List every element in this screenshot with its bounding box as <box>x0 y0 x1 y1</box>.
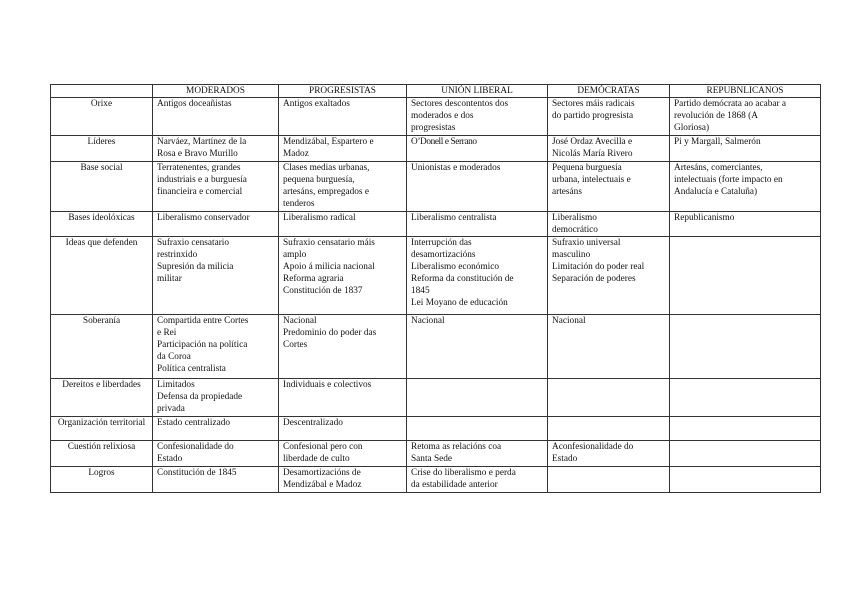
table-cell <box>670 379 821 417</box>
cell-line: Narváez, Martínez de la <box>157 137 247 147</box>
table-cell <box>279 136 407 162</box>
table-cell <box>407 98 548 136</box>
cell-line: Cortes <box>283 340 308 350</box>
cell-line: Antigos exaltados <box>283 99 350 109</box>
cell-line: Antigos doceañistas <box>157 99 232 109</box>
cell-line: amplo <box>283 250 307 260</box>
table-row <box>51 98 821 136</box>
table-body <box>51 98 821 493</box>
cell-line: militar <box>157 274 182 284</box>
cell-line: Terratenentes, grandes <box>157 163 241 173</box>
cell-line: tenderos <box>283 199 315 209</box>
cell-line: Pi y Margall, Salmerón <box>674 137 761 147</box>
cell-line: industriais e a burguesía <box>157 175 247 185</box>
cell-line: Aconfesionalidade do <box>552 442 634 452</box>
table-cell <box>670 136 821 162</box>
table-cell <box>548 237 670 315</box>
row-label: Dereitos e liberdades <box>51 379 153 417</box>
cell-line: moderados e dos <box>411 111 474 121</box>
table-cell <box>407 417 548 441</box>
header-cell-republicanos: REPUBNLICANOS <box>670 85 821 98</box>
cell-line: Política centralista <box>157 364 226 374</box>
table-cell <box>279 315 407 379</box>
cell-line: Compartida entre Cortes <box>157 316 249 326</box>
table-cell <box>407 467 548 493</box>
table-cell <box>407 379 548 417</box>
table-row <box>51 467 821 493</box>
cell-line: Sectores descontentos dos <box>411 99 509 109</box>
political-parties-table <box>50 84 821 493</box>
table-row <box>51 212 821 237</box>
table-row <box>51 237 821 315</box>
cell-line: Sufraxio universal <box>552 238 621 248</box>
cell-line: Liberalismo <box>552 213 597 223</box>
cell-line: Descentralizado <box>283 418 343 428</box>
table-cell <box>548 98 670 136</box>
cell-line: Unionistas e moderados <box>411 163 501 173</box>
header-row <box>51 85 821 98</box>
cell-line: da Coroa <box>157 352 191 362</box>
cell-line: Predominio do poder das <box>283 328 377 338</box>
cell-line: Estado <box>157 454 183 464</box>
cell-line: Liberalismo económico <box>411 262 500 272</box>
cell-line: Gloriosa) <box>674 123 710 133</box>
cell-line: Constitución de 1837 <box>283 286 363 296</box>
cell-line: Interrupción das <box>411 238 472 248</box>
table-cell <box>153 315 279 379</box>
table-row <box>51 136 821 162</box>
row-label: Organización territorial <box>51 417 153 441</box>
table-cell <box>670 212 821 237</box>
table-cell <box>548 315 670 379</box>
cell-line: Sufraxio censatario <box>157 238 230 248</box>
cell-line: Supresión da milicia <box>157 262 234 272</box>
table-cell <box>670 237 821 315</box>
table-cell <box>153 98 279 136</box>
cell-line: liberdade de culto <box>283 454 350 464</box>
table-cell <box>279 441 407 467</box>
cell-line: Reforma agraria <box>283 274 344 284</box>
cell-line: Confesionalidade do <box>157 442 234 452</box>
table-cell <box>548 441 670 467</box>
table-cell <box>153 467 279 493</box>
header-cell-union-liberal: UNIÓN LIBERAL <box>407 85 548 98</box>
table-cell <box>670 162 821 212</box>
cell-line: Limitados <box>157 380 195 390</box>
cell-line: restrinxido <box>157 250 198 260</box>
table-cell <box>670 98 821 136</box>
cell-line: Madoz <box>283 149 309 159</box>
cell-line: urbana, intelectuais e <box>552 175 631 185</box>
row-label: Base social <box>51 162 153 212</box>
cell-line: privada <box>157 404 185 414</box>
table-cell <box>153 237 279 315</box>
table-cell <box>153 136 279 162</box>
cell-line: Nacional <box>411 316 445 326</box>
cell-line: 1845 <box>411 286 430 296</box>
table-cell <box>279 212 407 237</box>
table-cell <box>407 237 548 315</box>
cell-line: Nacional <box>552 316 586 326</box>
table-row <box>51 162 821 212</box>
cell-line: Nicolás María Rivero <box>552 149 633 159</box>
cell-line: progresistas <box>411 123 456 133</box>
table-cell <box>279 417 407 441</box>
cell-line: Confesional pero con <box>283 442 363 452</box>
table-cell <box>670 467 821 493</box>
table-cell <box>279 162 407 212</box>
cell-line: O’Donell e Serrano <box>411 137 477 147</box>
cell-line: Participación na política <box>157 340 248 350</box>
table-cell <box>548 136 670 162</box>
row-label: Logros <box>51 467 153 493</box>
table-cell <box>670 315 821 379</box>
cell-line: Limitación do poder real <box>552 262 645 272</box>
cell-line: masculino <box>552 250 591 260</box>
header-cell-democratas: DEMÓCRATAS <box>548 85 670 98</box>
table-cell <box>279 379 407 417</box>
cell-line: Separación de poderes <box>552 274 636 284</box>
table-cell <box>548 212 670 237</box>
table-cell <box>670 417 821 441</box>
cell-line: artesáns <box>552 187 582 197</box>
table-cell <box>153 162 279 212</box>
cell-line: Constitución de 1845 <box>157 468 237 478</box>
table-cell <box>279 467 407 493</box>
header-cell-moderados: MODERADOS <box>153 85 279 98</box>
row-label: Bases ideolóxicas <box>51 212 153 237</box>
cell-line: pequena burguesía, <box>283 175 355 185</box>
cell-line: José Ordaz Avecilla e <box>552 137 633 147</box>
cell-line: Liberalismo radical <box>283 213 356 223</box>
cell-line: revolución de 1868 (A <box>674 111 758 121</box>
cell-line: Sectores máis radicais <box>552 99 635 109</box>
table-cell <box>153 212 279 237</box>
cell-line: Artesáns, comerciantes, <box>674 163 763 173</box>
cell-line: Republicanismo <box>674 213 735 223</box>
row-label: Orixe <box>51 98 153 136</box>
table-cell <box>670 441 821 467</box>
cell-line: Apoio á milicia nacional <box>283 262 375 272</box>
header-cell-empty <box>51 85 153 98</box>
cell-line: Rosa e Bravo Murillo <box>157 149 238 159</box>
cell-line: Liberalismo conservador <box>157 213 250 223</box>
table-cell <box>279 98 407 136</box>
cell-line: financieira e comercial <box>157 187 243 197</box>
table-cell <box>153 379 279 417</box>
row-label: Cuestión relixiosa <box>51 441 153 467</box>
cell-line: da estabilidade anterior <box>411 480 498 490</box>
cell-line: Lei Moyano de educación <box>411 298 508 308</box>
cell-line: Estado centralizado <box>157 418 231 428</box>
cell-line: Mendizábal e Madoz <box>283 480 362 490</box>
cell-line: Liberalismo centralista <box>411 213 497 223</box>
header-cell-progresistas: PROGRESISTAS <box>279 85 407 98</box>
row-label: Líderes <box>51 136 153 162</box>
table-row <box>51 379 821 417</box>
cell-line: Sufraxio censatario máis <box>283 238 375 248</box>
table-cell <box>407 136 548 162</box>
table-cell <box>153 441 279 467</box>
cell-line: Defensa da propiedade <box>157 392 243 402</box>
table-row <box>51 441 821 467</box>
table-cell <box>407 441 548 467</box>
table-cell <box>153 417 279 441</box>
cell-line: desamortizacións <box>411 250 476 260</box>
cell-line: Desamortizacións de <box>283 468 361 478</box>
table-row <box>51 315 821 379</box>
cell-line: Pequena burguesía <box>552 163 622 173</box>
row-label: Soberanía <box>51 315 153 379</box>
table-cell <box>548 467 670 493</box>
table-row <box>51 417 821 441</box>
table-cell <box>548 379 670 417</box>
cell-line: Andalucía e Cataluña) <box>674 187 758 197</box>
table-cell <box>407 162 548 212</box>
table-cell <box>548 162 670 212</box>
cell-line: artesáns, empregados e <box>283 187 369 197</box>
cell-line: Crise do liberalismo e perda <box>411 468 516 478</box>
table-cell <box>407 212 548 237</box>
cell-line: Mendizábal, Espartero e <box>283 137 374 147</box>
cell-line: Nacional <box>283 316 317 326</box>
cell-line: democrático <box>552 225 598 235</box>
cell-line: do partido progresista <box>552 111 634 121</box>
cell-line: Retoma as relacións coa <box>411 442 502 452</box>
cell-line: Partido demócrata ao acabar a <box>674 99 787 109</box>
cell-line: Estado <box>552 454 578 464</box>
cell-line: Santa Sede <box>411 454 453 464</box>
cell-line: Individuais e colectivos <box>283 380 372 390</box>
table-cell <box>407 315 548 379</box>
cell-line: Clases medias urbanas, <box>283 163 370 173</box>
table-cell <box>548 417 670 441</box>
cell-line: Reforma da constitución de <box>411 274 514 284</box>
cell-line: e Rei <box>157 328 177 338</box>
row-label: Ideas que defenden <box>51 237 153 315</box>
cell-line: intelectuais (forte impacto en <box>674 175 783 185</box>
table-cell <box>279 237 407 315</box>
